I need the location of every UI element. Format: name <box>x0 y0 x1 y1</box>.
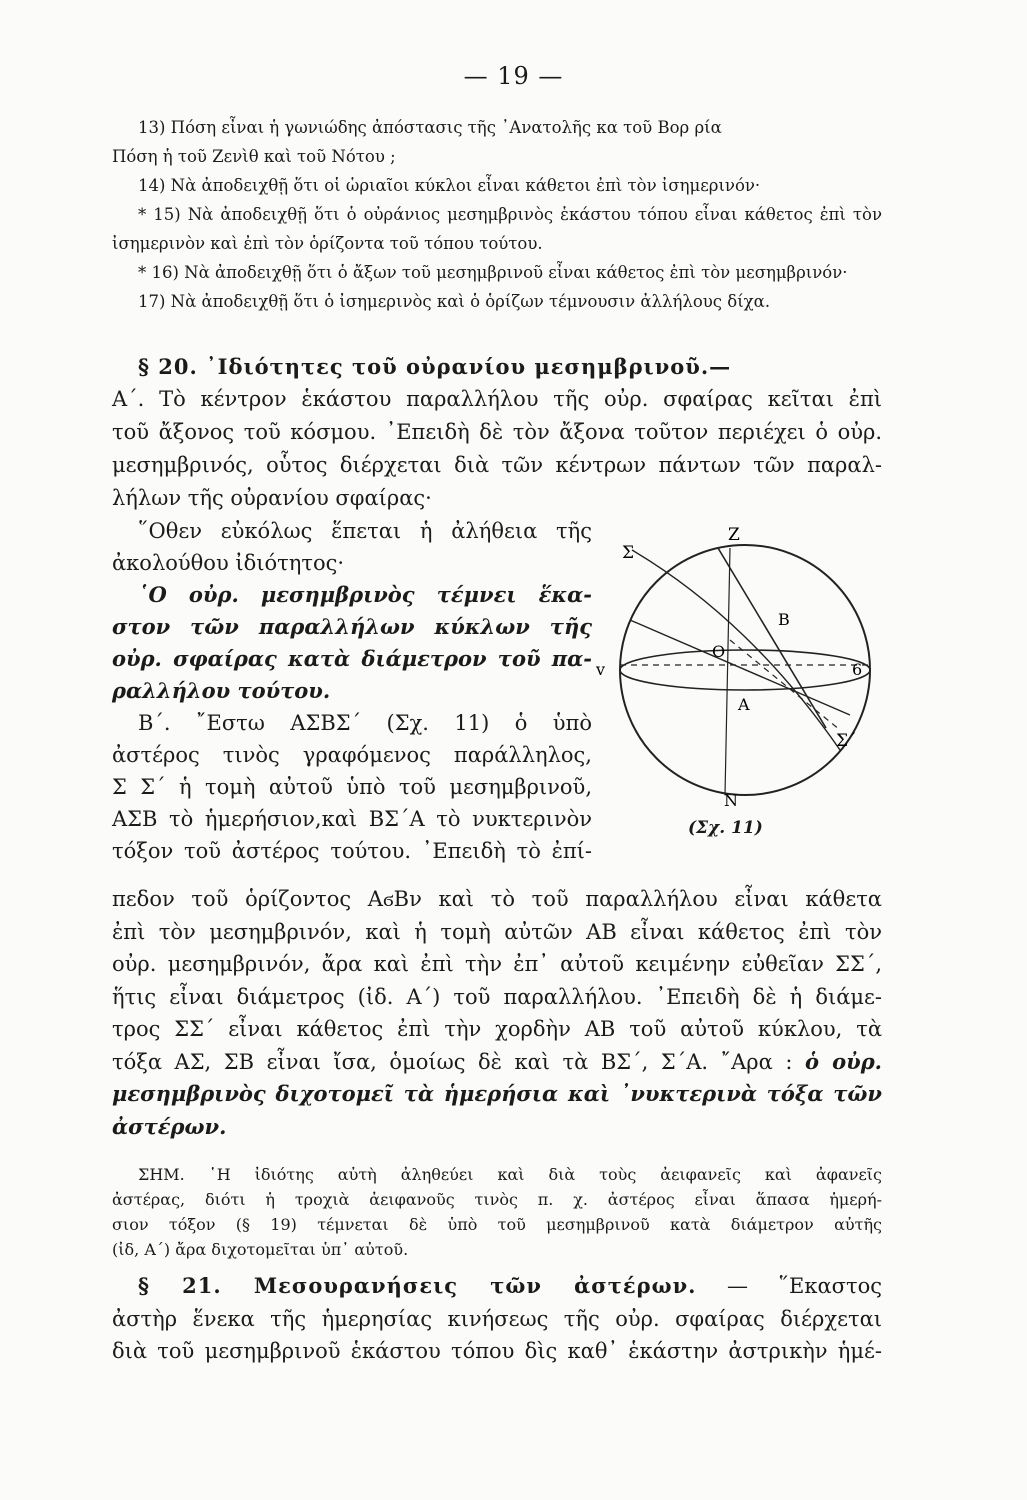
full-line-text: τόξα ΑΣ, ΣΒ εἶναι ἴσα, ὁμοίως δὲ καὶ τὰ ΒΣ΄, Σ΄Α. ῎Αρα : <box>112 1049 793 1074</box>
label-b: B <box>778 610 790 629</box>
section-21-line: διὰ τοῦ μεσημβρινοῦ ἑκάστου τόπου δὶς καθ᾽ ἑκάστην ἀστρικὴν ἡμέ- <box>112 1339 882 1363</box>
section-20 <box>112 350 882 515</box>
para-a-line: μεσημβρινός, οὗτος διέρχεται διὰ τῶν κέντρων πάντων τῶν παραλ- <box>112 453 882 477</box>
para-b-line: Β΄. ῎Εστω ΑΣΒΣ΄ (Σχ. 11) ὁ ὑπὸ <box>138 711 592 735</box>
exercise-17: 17) Νὰ ἀποδειχθῇ ὅτι ὁ ἰσημερινὸς καὶ ὁ ὁρίζων τέμνουσιν ἀλλήλους δίχα. <box>138 292 771 311</box>
full-line <box>112 1046 882 1079</box>
section-21-line1-rest: — ῞Εκαστος <box>726 1274 882 1298</box>
theorem-line: οὐρ. σφαίρας κατὰ διάμετρον τοῦ πα- <box>112 646 592 671</box>
exercise-13-line1: 13) Πόση εἶναι ἡ γωνιώδης ἀπόστασις τῆς ᾽Ανατολῆς κα τοῦ Βορ ρία <box>138 118 722 137</box>
section-21-heading: § 21. Μεσουρανήσεις τῶν ἀστέρων. <box>138 1273 697 1298</box>
exercise-14: 14) Νὰ ἀποδειχθῇ ὅτι οἱ ὡριαῖοι κύκλοι εἶναι κάθετοι ἐπὶ τὸν ἰσημερινόν· <box>138 176 761 195</box>
section-21 <box>112 1270 882 1368</box>
label-v: v <box>596 660 606 679</box>
note-block <box>112 1162 882 1262</box>
full-line: τρος ΣΣ΄ εἶναι κάθετος ἐπὶ τὴν χορδὴν ΑΒ τοῦ αὐτοῦ κύκλου, τὰ <box>112 1017 882 1041</box>
para-a-line: τοῦ ἄξονος τοῦ κόσμου. ᾿Επειδὴ δὲ τὸν ἄξονα τοῦτον περιέχει ὁ οὐρ. <box>112 420 882 444</box>
para-b-line: Σ Σ΄ ἡ τομὴ αὐτοῦ ὑπὸ τοῦ μεσημβρινοῦ, <box>112 775 592 799</box>
theorem-line: στον τῶν παραλλήλων κύκλων τῆς <box>112 614 592 639</box>
label-6: 6 <box>852 660 863 679</box>
section-21-line1 <box>112 1270 882 1303</box>
full-line: πεδον τοῦ ὁρίζοντος ΑϭΒν καὶ τὸ τοῦ παραλλήλου εἶναι κάθετα <box>112 887 882 911</box>
para-b-line: τόξον τοῦ ἀστέρος τούτου. ᾿Επειδὴ τὸ ἐπί- <box>112 839 592 863</box>
exercise-16: * 16) Νὰ ἀποδειχθῇ ὅτι ὁ ἄξων τοῦ μεσημβρινοῦ εἶναι κάθετος ἐπὶ τὸν μεσημβρινόν· <box>138 263 848 282</box>
exercise-list <box>112 113 882 316</box>
celestial-sphere-figure <box>590 520 890 840</box>
section-20-heading: § 20. ᾿Ιδιότητες τοῦ οὐρανίου μεσημβρινοῦ.— <box>138 354 732 379</box>
label-n: N <box>724 791 738 810</box>
full-line: ἐπὶ τὸν μεσημβρινόν, καὶ ἡ τομὴ αὐτῶν ΑΒ εἶναι κάθετος ἐπὶ τὸν <box>112 919 882 944</box>
zenith-nadir-line <box>725 548 730 795</box>
section-21-line: ἀστὴρ ἕνεκα τῆς ἡμερησίας κινήσεως τῆς οὐρ. σφαίρας διέρχεται <box>112 1306 882 1331</box>
figure-caption: (Σχ. 11) <box>688 818 763 838</box>
label-z: Z <box>728 525 740 545</box>
theorem-line: ῾Ο οὐρ. μεσημβρινὸς τέμνει ἕκα- <box>138 582 592 607</box>
note-line: ἀστέρας, διότι ἡ τροχιὰ ἀειφανοῦς τινὸς π. χ. ἀστέρος εἶναι ἅπασα ἡμερή- <box>112 1190 882 1209</box>
label-o: O <box>712 642 726 661</box>
note-line: (ἰδ, Α΄) ἄρα διχοτομεῖται ὑπ᾽ αὐτοῦ. <box>112 1240 409 1259</box>
full-line: ἥτις εἶναι διάμετρος (ἰδ. Α΄) τοῦ παραλλήλου. ᾿Επειδὴ δὲ ἡ διάμε- <box>112 984 882 1009</box>
left-column-text <box>112 515 592 867</box>
col-line: ἀκολούθου ἰδιότητος· <box>112 551 345 575</box>
para-b-line: ΑΣΒ τὸ ἡμερήσιον,καὶ ΒΣ΄Α τὸ νυκτερινὸν <box>112 807 592 831</box>
note-line: σιον τόξον (§ 19) τέμνεται δὲ ὑπὸ τοῦ μεσημβρινοῦ κατὰ διάμετρον αὐτῆς <box>112 1215 882 1234</box>
label-sigma: Σ <box>622 543 635 563</box>
para-a-line: Α΄. Τὸ κέντρον ἑκάστου παραλλήλου τῆς οὐρ. σφαίρας κεῖται ἐπὶ <box>112 387 882 411</box>
para-a-line: λήλων τῆς οὐρανίου σφαίρας· <box>112 486 432 510</box>
exercise-13-line2: Πόση ἡ τοῦ Ζενὶθ καὶ τοῦ Νότου ; <box>112 147 396 166</box>
page-number: — 19 — <box>463 62 564 90</box>
full-line: οὐρ. μεσημβρινόν, ἄρα καὶ ἐπὶ τὴν ἐπ᾽ αὐτοῦ κειμένην εὐθεῖαν ΣΣ΄, <box>112 952 882 976</box>
col-line: ῞Οθεν εὐκόλως ἕπεται ἡ ἀλήθεια τῆς <box>138 519 592 543</box>
para-b-line: ἀστέρος τινὸς γραφόμενος παράλληλος, <box>112 743 592 767</box>
note-line: ΣΗΜ. ῾Η ἰδιότης αὐτὴ ἀληθεύει καὶ διὰ τοὺς ἀειφανεῖς καὶ ἀφανεῖς <box>138 1165 882 1184</box>
axis-line <box>718 548 826 728</box>
theorem-line: ραλλήλου τούτου. <box>112 678 331 703</box>
label-sigma-prime: Σ΄ <box>836 731 857 751</box>
label-a: A <box>738 695 750 714</box>
conclusion-start: ὁ οὐρ. <box>804 1048 882 1074</box>
conclusion-line: μεσημβρινὸς διχοτομεῖ τὰ ἡμερήσια καὶ ᾽νυκτερινὰ τόξα τῶν <box>112 1081 882 1106</box>
continuation-text <box>112 883 882 1143</box>
conclusion-line: ἀστέρων. <box>112 1113 227 1139</box>
exercise-15: * 15) Νὰ ἀποδειχθῇ ὅτι ὁ οὐράνιος μεσημβρινὸς ἑκάστου τόπου εἶναι κάθετος ἐπὶ τὸν ἰσημερινὸν καὶ ἐπὶ τὸν ὁρίζοντα τοῦ τόπου τούτου. <box>112 205 882 253</box>
